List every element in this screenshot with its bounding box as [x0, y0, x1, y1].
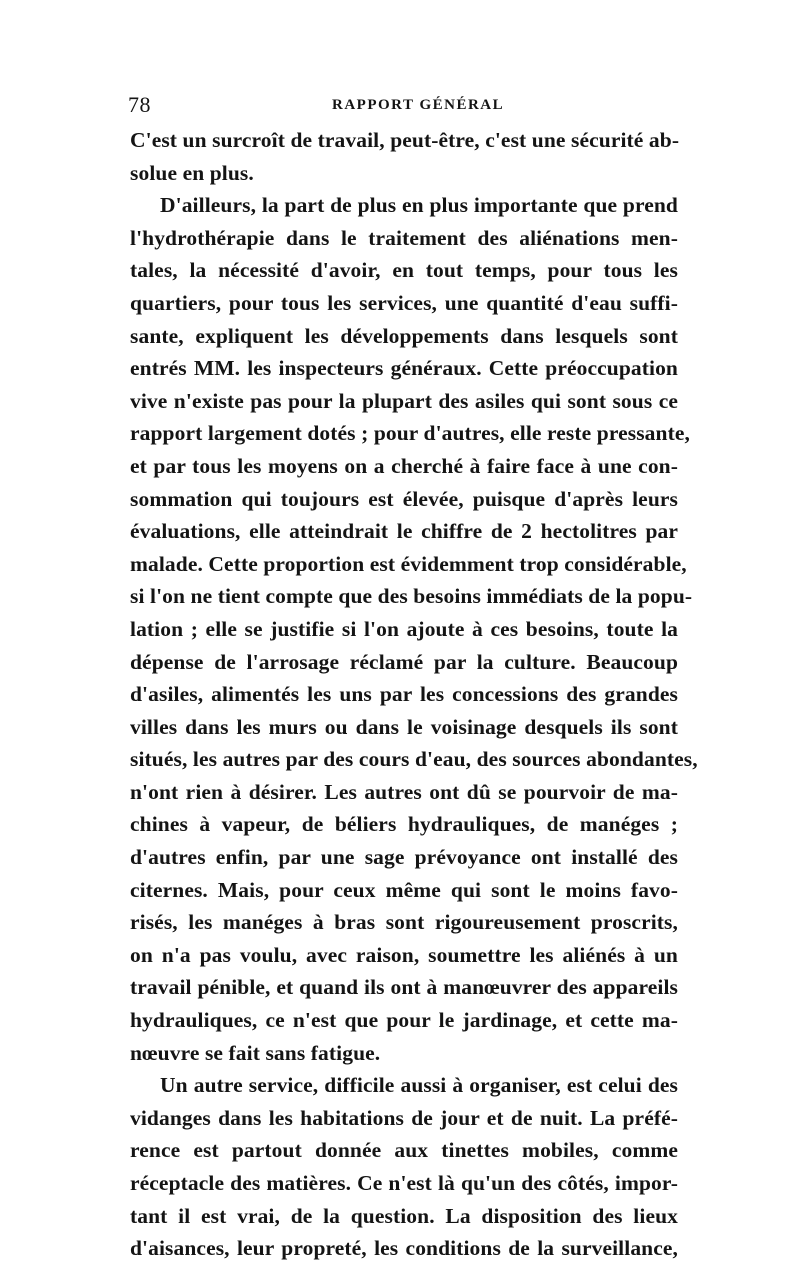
page-header: [128, 92, 680, 118]
text-line: tant il est vrai, de la question. La disposition des lieux: [130, 1203, 678, 1228]
paragraph-start-line: Un autre service, difficile aussi à organiser, est celui des: [160, 1073, 678, 1098]
text-line: malade. Cette proportion est évidemment trop considérable,: [130, 551, 687, 576]
text-line: vidanges dans les habitations de jour et de nuit. La préfé-: [130, 1105, 678, 1130]
text-line: d'aisances, leur propreté, les conditions de la surveillance,: [130, 1236, 678, 1261]
text-line: on n'a pas voulu, avec raison, soumettre les aliénés à un: [130, 942, 678, 967]
text-line: réceptacle des matières. Ce n'est là qu'un des côtés, impor-: [130, 1171, 678, 1195]
text-line: tales, la nécessité d'avoir, en tout temps, pour tous les: [130, 258, 678, 283]
text-line: situés, les autres par des cours d'eau, des sources abondantes,: [130, 747, 698, 772]
text-line: risés, les manéges à bras sont rigoureusement proscrits,: [130, 910, 678, 935]
text-line: villes dans les murs ou dans le voisinage desquels ils sont: [130, 714, 678, 739]
text-line: nœuvre se fait sans fatigue.: [130, 1040, 381, 1065]
text-line: sommation qui toujours est élevée, puisque d'après leurs: [130, 486, 678, 511]
text-line: sante, expliquent les développements dans lesquels sont: [130, 323, 678, 348]
text-line: d'asiles, alimentés les uns par les concessions des grandes: [130, 682, 678, 707]
text-line: l'hydrothérapie dans le traitement des aliénations men-: [130, 225, 678, 250]
text-line: citernes. Mais, pour ceux même qui sont le moins favo-: [130, 877, 678, 902]
text-line: vive n'existe pas pour la plupart des asiles qui sont sous ce: [130, 388, 678, 413]
text-line: chines à vapeur, de béliers hydrauliques, de manéges ;: [130, 812, 678, 837]
text-line: dépense de l'arrosage réclamé par la culture. Beaucoup: [130, 649, 678, 674]
text-line: rence est partout donnée aux tinettes mobiles, comme: [130, 1138, 678, 1163]
paragraph-start-line: D'ailleurs, la part de plus en plus importante que prend: [160, 193, 678, 218]
body-text: [130, 124, 698, 1265]
text-line: quartiers, pour tous les services, une quantité d'eau suffi-: [130, 290, 678, 315]
text-line: évaluations, elle atteindrait le chiffre de 2 hectolitres par: [130, 519, 678, 544]
text-line: si l'on ne tient compte que des besoins immédiats de la popu-: [130, 584, 693, 609]
text-line: d'autres enfin, par une sage prévoyance ont installé des: [130, 845, 678, 870]
text-line: hydrauliques, ce n'est que pour le jardinage, et cette ma-: [130, 1008, 678, 1033]
text-line: C'est un surcroît de travail, peut-être, c'est une sécurité ab-: [130, 128, 680, 152]
page-number: 78: [128, 92, 151, 117]
text-line: solue en plus.: [130, 160, 254, 185]
text-line: entrés MM. les inspecteurs généraux. Cette préoccupation: [130, 356, 678, 381]
running-head: RAPPORT GÉNÉRAL: [332, 97, 505, 113]
text-line: et par tous les moyens on a cherché à faire face à une con-: [130, 453, 678, 478]
text-line: lation ; elle se justifie si l'on ajoute à ces besoins, toute la: [130, 616, 678, 641]
text-line: travail pénible, et quand ils ont à manœuvrer des appareils: [130, 975, 678, 1000]
text-line: n'ont rien à désirer. Les autres ont dû se pourvoir de ma-: [130, 779, 678, 804]
text-line: rapport largement dotés ; pour d'autres, elle reste pressante,: [130, 421, 690, 446]
